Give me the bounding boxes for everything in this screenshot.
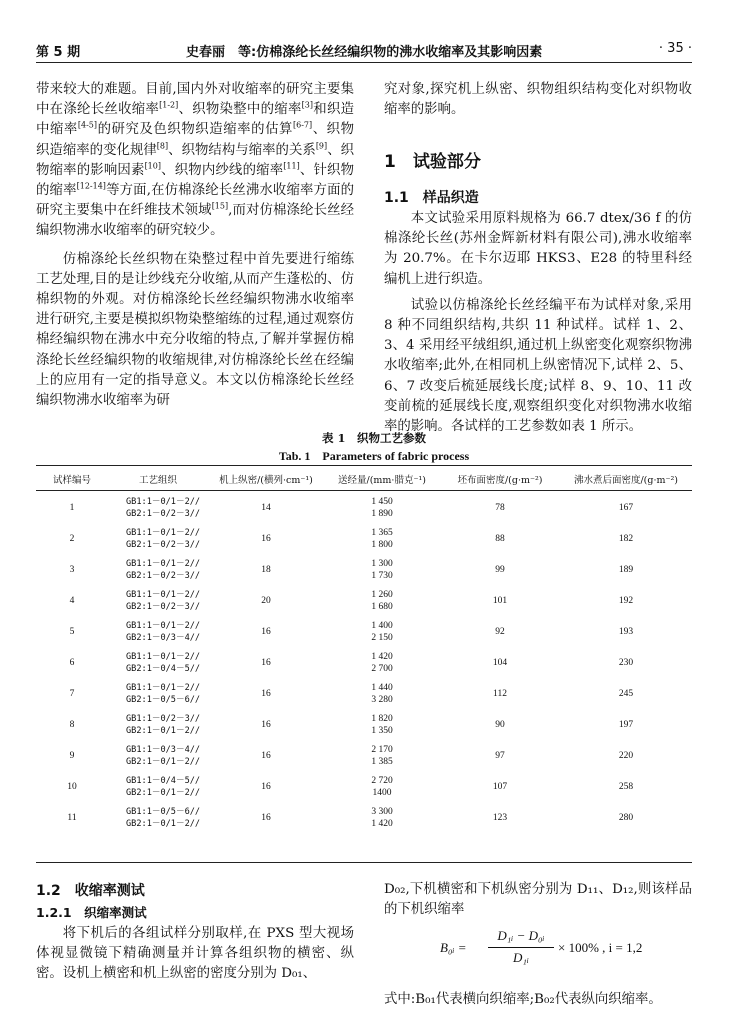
- cell-grey: 99: [495, 565, 505, 575]
- table-caption: 表 1 织物工艺参数: [321, 431, 426, 445]
- table-header: 机上纵密/(横列·cm⁻¹): [219, 475, 313, 486]
- page-number: · 35 ·: [658, 41, 692, 56]
- body-paragraph: 试验以仿棉涤纶长丝经编平布为试样对象,采用 8 种不同组织结构,共织 11 种试样。试样 1、2、3、4 采用经平绒组织,通过机上纵密变化观察织物沸水收缩率;此外,在相同机上纵密情况下,试样 2、5、6、7 改变后梳延展线长度;试样 8、9、10、11 改变前梳的延展线长度,观察组织变化对织物沸水收缩率的影响。各试样的工艺参数如表 1 所示。: [384, 297, 692, 435]
- cell-feed: 1 450 1 890: [371, 497, 393, 519]
- header-rule: [36, 62, 692, 63]
- cell-id: 7: [69, 689, 75, 699]
- cell-grey: 123: [492, 813, 508, 823]
- right-column-top: [384, 80, 692, 120]
- bottom-left-column: [36, 924, 354, 985]
- subsubsection-heading: 1.2.1 织缩率测试: [36, 905, 147, 920]
- cell-boiled: 193: [618, 627, 634, 637]
- shrinkage-formula: B₀ᵢ = D₁ᵢ − D₀ᵢ D₁ᵢ × 100% , i = 1,2: [440, 928, 643, 965]
- running-header: [36, 41, 692, 61]
- left-column: [36, 80, 354, 411]
- cell-structure: GB1:1－0/1－2// GB2:1－0/4－5//: [126, 652, 201, 674]
- cell-id: 4: [69, 596, 75, 606]
- cell-feed: 1 400 2 150: [371, 621, 393, 643]
- body-paragraph: 究对象,探究机上纵密、织物组织结构变化对织物收缩率的影响。: [384, 82, 692, 118]
- body-paragraph: 将下机后的各组试样分别取样,在 PXS 型大视场体视显微镜下精确测量并计算各组织物的横密、纵密。设机上横密和机上纵密的密度分别为 D₀₁、: [36, 926, 354, 982]
- cell-boiled: 220: [618, 751, 634, 761]
- subsection-heading: 1.2 收缩率测试: [36, 883, 145, 899]
- cell-feed: 1 440 3 280: [371, 683, 393, 705]
- running-title: 史春丽 等:仿棉涤纶长丝经编织物的沸水收缩率及其影响因素: [186, 45, 543, 60]
- body-paragraph: 仿棉涤纶长丝织物在染整过程中首先要进行缩练工艺处理,目的是让纱线充分收缩,从而产生蓬松的、仿棉织物的外观。对仿棉涤纶长丝经编织物沸水收缩率进行研究,主要是模拟织物染整缩练的过程,通过观察仿棉经编织物在沸水中充分收缩的特点,了解并掌握仿棉涤纶长丝经编织物的收缩规律,对仿棉涤纶长丝在经编上的应用有一定的指导意义。本文以仿棉涤纶长丝经编织物沸水收缩率为研: [36, 251, 354, 409]
- cell-id: 5: [69, 627, 75, 637]
- cell-structure: GB1:1－0/2－3// GB2:1－0/1－2//: [126, 714, 201, 736]
- cell-density: 16: [261, 689, 271, 699]
- cell-boiled: 245: [618, 689, 634, 699]
- cell-structure: GB1:1－0/1－2// GB2:1－0/3－4//: [126, 621, 201, 643]
- cell-density: 16: [261, 720, 271, 730]
- cell-grey: 107: [492, 782, 508, 792]
- cell-id: 1: [69, 503, 75, 513]
- cell-density: 16: [261, 751, 271, 761]
- cell-boiled: 230: [618, 658, 634, 668]
- cell-id: 8: [69, 720, 75, 730]
- cell-grey: 97: [495, 751, 505, 761]
- intro-paragraph: 带来较大的难题。目前,国内外对收缩率的研究主要集中在涤纶长丝收缩率[1-2]、织物染整中的缩率[3]和织造中缩率[4-5]的研究及色织物织造缩率的估算[6-7]、织物织造缩率的变化规律[8]、织物结构与缩率的关系[9]、织物缩率的影响因素[10]、织物内纱线的缩率[11]、针织物的缩率[12-14]等方面,在仿棉涤纶长丝沸水收缩率方面的研究主要集中在纤维技术领域[15],而对仿棉涤纶长丝经编织物沸水收缩率的研究较少。: [36, 82, 355, 239]
- subsection-heading: 1.1 样品织造: [384, 190, 479, 206]
- cell-boiled: 280: [618, 813, 634, 823]
- cell-feed: 2 720 1400: [371, 776, 393, 798]
- formula-note: 式中:B₀₁代表横向织缩率;B₀₂代表纵向织缩率。: [384, 992, 662, 1007]
- table-header: 工艺组织: [138, 475, 177, 486]
- table-header: 沸水煮后面密度/(g·m⁻²): [573, 475, 679, 486]
- body-paragraph: 本文试验采用原料规格为 66.7 dtex/36 f 的仿棉涤纶长丝(苏州金辉新材料有限公司),沸水收缩率为 20.7%。在卡尔迈耶 HKS3、E28 的特里科经编机上进行织造。: [384, 211, 692, 287]
- cell-grey: 90: [495, 720, 505, 730]
- cell-boiled: 182: [618, 534, 634, 544]
- section-heading: 1 试验部分: [384, 152, 481, 172]
- body-paragraph: D₀₂,下机横密和下机纵密分别为 D₁₁、D₁₂,则该样品的下机织缩率: [384, 882, 692, 918]
- bottom-right-column: [384, 880, 692, 920]
- cell-structure: GB1:1－0/1－2// GB2:1－0/2－3//: [126, 590, 201, 612]
- cell-feed: 1 820 1 350: [371, 714, 393, 736]
- table-header: 试样编号: [52, 475, 91, 486]
- cell-structure: GB1:1－0/5－6// GB2:1－0/1－2//: [126, 807, 201, 829]
- cell-structure: GB1:1－0/1－2// GB2:1－0/2－3//: [126, 528, 201, 550]
- cell-density: 16: [261, 534, 271, 544]
- cell-grey: 92: [495, 627, 505, 637]
- cell-id: 11: [67, 813, 77, 823]
- cell-structure: GB1:1－0/1－2// GB2:1－0/2－3//: [126, 497, 201, 519]
- cell-density: 16: [261, 658, 271, 668]
- table-header: 送经量/(mm·腊克⁻¹): [338, 475, 426, 486]
- cell-density: 14: [261, 503, 271, 513]
- cell-boiled: 192: [618, 596, 634, 606]
- cell-boiled: 189: [618, 565, 634, 575]
- cell-id: 3: [69, 565, 75, 575]
- cell-grey: 112: [493, 689, 507, 699]
- cell-structure: GB1:1－0/4－5// GB2:1－0/1－2//: [126, 776, 201, 798]
- cell-feed: 3 300 1 420: [371, 807, 393, 829]
- cell-id: 9: [69, 751, 75, 761]
- cell-density: 18: [261, 565, 271, 575]
- table-header: 坯布面密度/(g·m⁻²): [457, 475, 543, 486]
- cell-density: 16: [261, 627, 271, 637]
- table-bottom-rule: [36, 862, 692, 863]
- cell-density: 20: [261, 596, 271, 606]
- cell-structure: GB1:1－0/1－2// GB2:1－0/2－3//: [126, 559, 201, 581]
- cell-feed: 1 420 2 700: [371, 652, 393, 674]
- cell-grey: 101: [492, 596, 508, 606]
- cell-boiled: 197: [618, 720, 634, 730]
- cell-density: 16: [261, 782, 271, 792]
- cell-grey: 104: [492, 658, 508, 668]
- issue-number: 第 5 期: [36, 45, 81, 60]
- cell-density: 16: [261, 813, 271, 823]
- fraction-bar: [488, 947, 554, 948]
- cell-structure: GB1:1－0/1－2// GB2:1－0/5－6//: [126, 683, 201, 705]
- cell-boiled: 167: [618, 503, 634, 513]
- table-caption-english: Tab. 1 Parameters of fabric process: [278, 449, 470, 463]
- cell-structure: GB1:1－0/3－4// GB2:1－0/1－2//: [126, 745, 201, 767]
- cell-feed: 1 365 1 800: [371, 528, 393, 550]
- cell-feed: 1 300 1 730: [371, 559, 393, 581]
- cell-id: 10: [67, 782, 77, 792]
- table-top-rule: [36, 465, 692, 466]
- table-header-rule: [36, 490, 692, 491]
- cell-grey: 88: [495, 534, 505, 544]
- cell-feed: 2 170 1 385: [371, 745, 393, 767]
- cell-grey: 78: [495, 503, 505, 513]
- cell-feed: 1 260 1 680: [371, 590, 393, 612]
- cell-id: 2: [69, 534, 75, 544]
- right-column: [384, 209, 692, 437]
- cell-id: 6: [69, 658, 75, 668]
- cell-boiled: 258: [618, 782, 634, 792]
